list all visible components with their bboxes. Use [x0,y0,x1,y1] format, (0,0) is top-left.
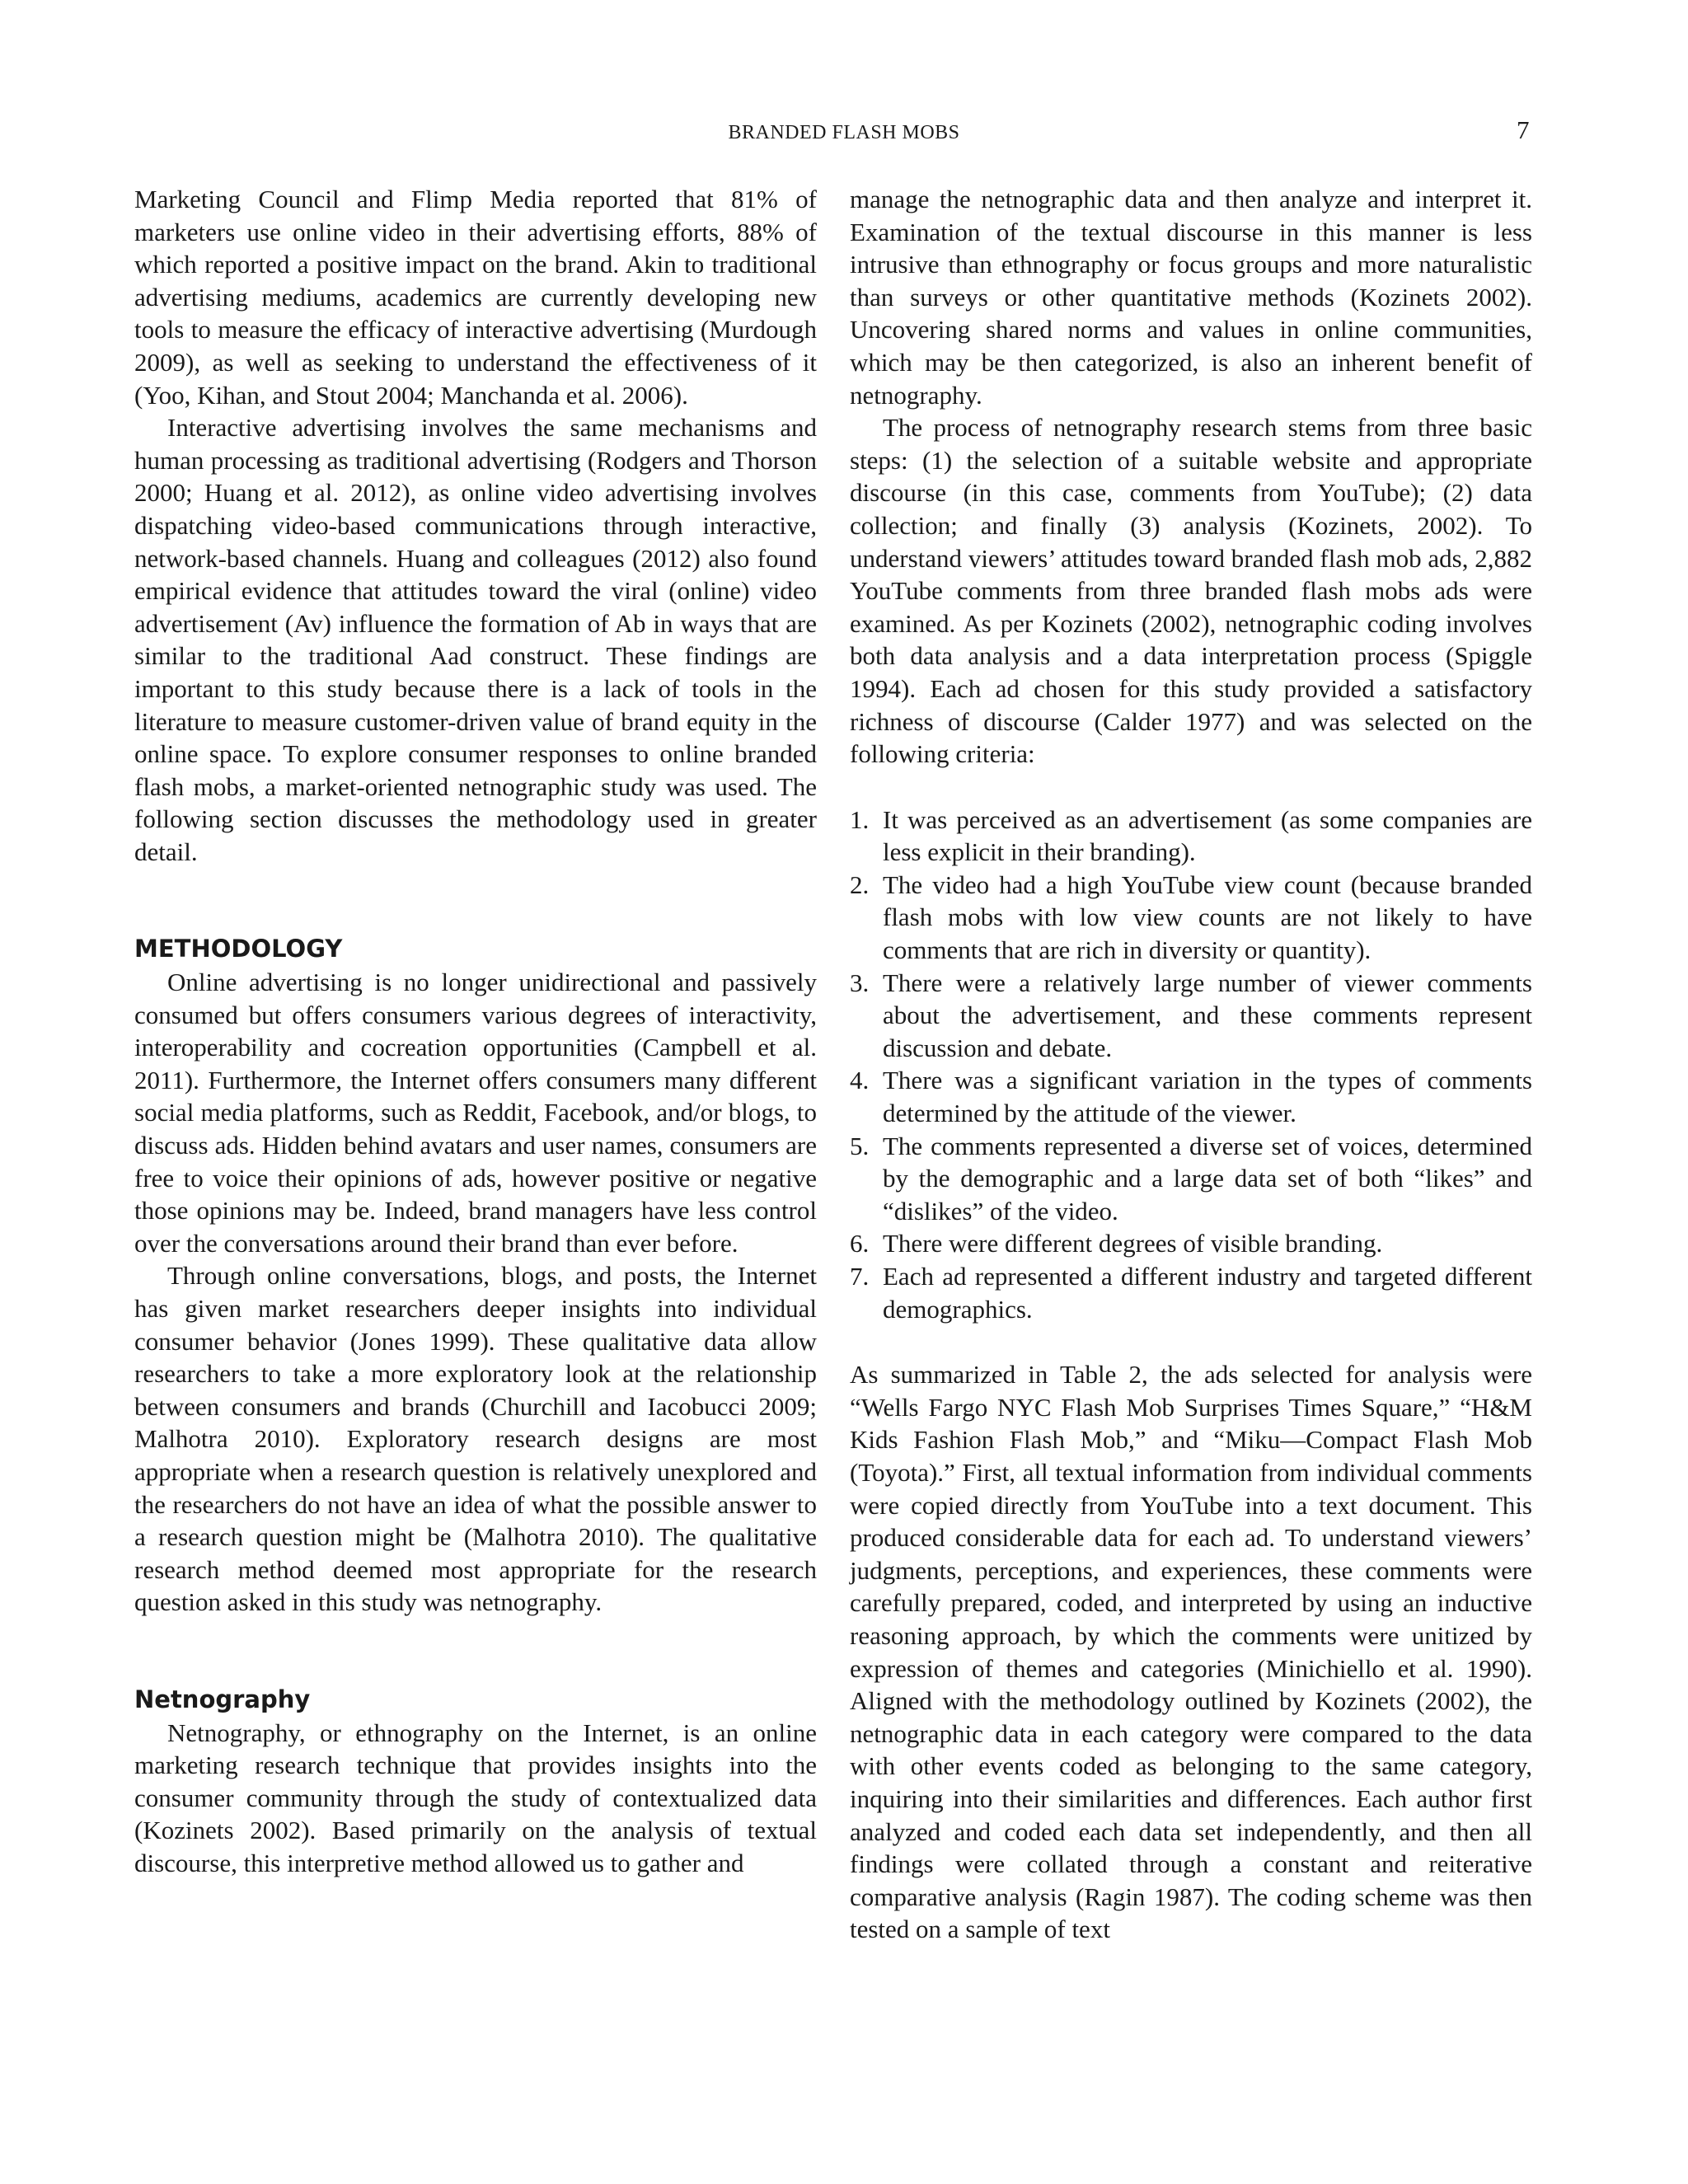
criteria-text: It was perceived as an advertisement (as some companies are less explicit in their branding). [883,804,1532,867]
criteria-text: The video had a high YouTube view count (because branded flash mobs with low view counts are not likely to have comments that are rich in diversity or quantity). [883,869,1532,965]
body-paragraph: The process of netnography research stems from three basic steps: (1) the selection of a suitable website and appropriate discourse (in this case, comments from YouTube); (2) data collection; and finally (3) analysis (Kozinets, 2002). To understand viewers’ attitudes toward branded flash mob ads, 2,882 YouTube comments from three branded flash mobs ads were examined. As per Kozinets (2002), netnographic coding involves both data analysis and a data interpretation process (Spiggle 1994). Each ad chosen for this study provided a satisfactory richness of discourse (Calder 1977) and was selected on the following criteria: [850,413,1532,769]
criteria-item [850,967,1532,1065]
criteria-item [850,1064,1532,1129]
criteria-text: There was a significant variation in the types of comments determined by the attitude of the viewer. [883,1066,1532,1128]
body-paragraph: Online advertising is no longer unidirectional and passively consumed but offers consumers various degrees of interactivity, interoperability and cocreation opportunities (Campbell et al. 2011). Furthermore, the Internet offers consumers many different social media platforms, such as Reddit, Facebook, and/or blogs, to discuss ads. Hidden behind avatars and user names, consumers are free to voice their opinions of ads, however positive or negative those opinions may be. Indeed, brand managers have less control over the conversations around their brand than ever before. [134,968,817,1258]
page-number: 7 [1517,115,1530,144]
criteria-text: There were different degrees of visible branding. [883,1229,1383,1258]
spacer [850,1325,1532,1358]
running-head: BRANDED FLASH MOBS [728,122,960,143]
selection-criteria-list [850,804,1532,1326]
criteria-number: 7. [850,1262,870,1291]
section-heading-methodology: METHODOLOGY [134,935,343,963]
criteria-text: There were a relatively large number of viewer comments about the advertisement, and these comments represent discussion and debate. [883,968,1532,1062]
spacer [134,868,817,933]
body-paragraph: manage the netnographic data and then analyze and interpret it. Examination of the textual discourse in this manner is less intrusive than ethnography or focus groups and more naturalistic than surveys or other quantitative methods (Kozinets 2002). Uncovering shared norms and values in online communities, which may be then categorized, is also an inherent benefit of netnography. [850,185,1532,410]
left-column [134,183,817,1880]
criteria-item [850,804,1532,869]
criteria-number: 1. [850,804,870,834]
body-paragraph: Netnography, or ethnography on the Internet, is an online marketing research technique that provides insights into the consumer community through the study of contextualized data (Kozinets 2002). Based primarily on the analysis of textual discourse, this interpretive method allowed us to gather and [134,1718,817,1877]
criteria-item [850,1227,1532,1260]
criteria-number: 5. [850,1131,870,1160]
body-paragraph: Interactive advertising involves the same mechanisms and human processing as traditional advertising (Rodgers and Thorson 2000; Huang et al. 2012), as online video advertising involves dispatching video-based communications through interactive, network-based channels. Huang and colleagues (2012) also found empirical evidence that attitudes toward the viral (online) video advertisement (Av) influence the formation of Ab in ways that are similar to the traditional Aad construct. These findings are important to this study because there is a lack of tools in the literature to measure customer-driven value of brand equity in the online space. To explore consumer responses to online branded flash mobs, a market-oriented netnographic study was used. The following section discusses the methodology used in greater detail. [134,413,817,866]
criteria-text: The comments represented a diverse set of voices, determined by the demographic and a large data set of both “likes” and “dislikes” of the video. [883,1131,1532,1226]
right-column [850,183,1532,1946]
spacer [134,1619,817,1684]
criteria-number: 2. [850,869,870,899]
criteria-number: 3. [850,968,870,997]
criteria-item [850,869,1532,967]
body-paragraph: Through online conversations, blogs, and posts, the Internet has given market researchers deeper insights into individual consumer behavior (Jones 1999). These qualitative data allow researchers to take a more exploratory look at the relationship between consumers and brands (Churchill and Iacobucci 2009; Malhotra 2010). Exploratory research designs are most appropriate when a research question is relatively unexplored and the researchers do not have an idea of what the possible answer to a research question might be (Malhotra 2010). The qualitative research method deemed most appropriate for the research question asked in this study was netnography. [134,1261,817,1617]
body-paragraph: As summarized in Table 2, the ads selected for analysis were “Wells Fargo NYC Flash Mob Surprises Times Square,” “H&M Kids Fashion Flash Mob,” and “Miku—Compact Flash Mob (Toyota).” First, all textual information from individual comments were copied directly from YouTube into a text document. This produced considerable data for each ad. To understand viewers’ judgments, perceptions, and experiences, these comments were carefully prepared, coded, and interpreted by using an inductive reasoning approach, by which the comments were unitized by expression of themes and categories (Minichiello et al. 1990). Aligned with the methodology outlined by Kozinets (2002), the netnographic data in each category were compared to the data with other events coded as belonging to the same category, inquiring into their similarities and differences. Each author first analyzed and coded each data set independently, and then all findings were collated through a constant and reiterative comparative analysis (Ragin 1987). The coding scheme was then tested on a sample of text [850,1360,1532,1944]
criteria-text: Each ad represented a different industry and targeted different demographics. [883,1262,1532,1324]
subsection-heading-netnography: Netnography [134,1685,311,1713]
spacer [850,771,1532,804]
criteria-item [850,1260,1532,1325]
criteria-number: 6. [850,1229,870,1258]
body-paragraph: Marketing Council and Flimp Media reported that 81% of marketers use online video in their advertising efforts, 88% of which reported a positive impact on the brand. Akin to traditional advertising mediums, academics are currently developing new tools to measure the efficacy of interactive advertising (Murdough 2009), as well as seeking to understand the effectiveness of it (Yoo, Kihan, and Stout 2004; Manchanda et al. 2006). [134,185,817,410]
criteria-item [850,1130,1532,1228]
criteria-number: 4. [850,1066,870,1095]
